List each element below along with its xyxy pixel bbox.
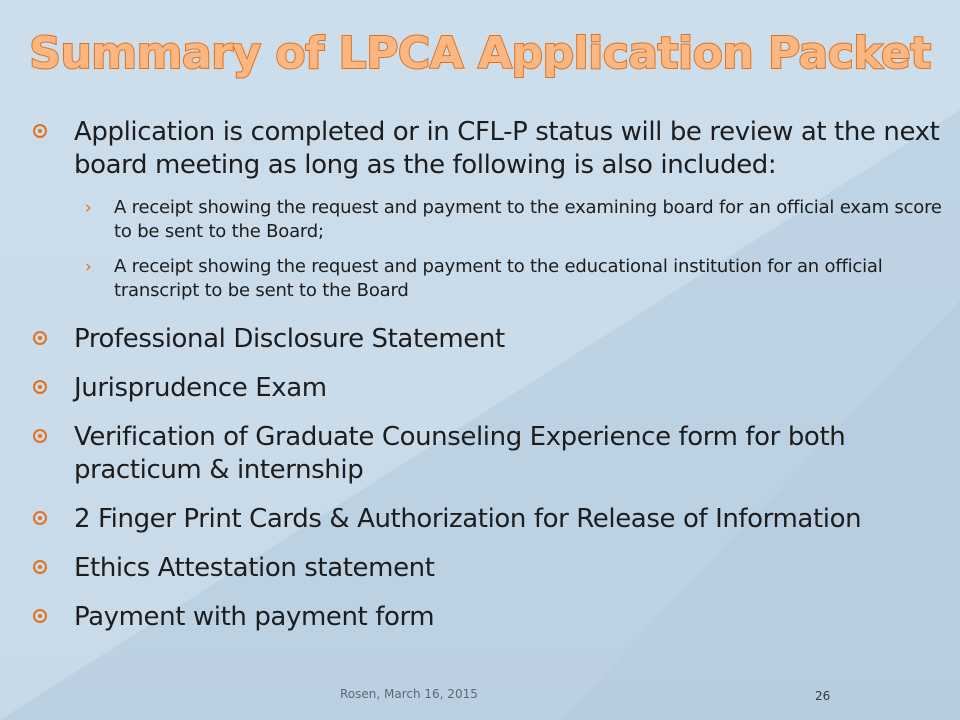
bullet-text: Payment with payment form xyxy=(74,602,435,632)
circle-dot-icon xyxy=(33,429,47,443)
bullet-text: Application is completed or in CFL-P status will be review at the next board meeting as long as the following is also included: xyxy=(74,117,940,180)
bullet-text: Jurisprudence Exam xyxy=(74,373,327,403)
subbullet-transcript xyxy=(28,255,943,303)
subbullet-exam-score xyxy=(28,196,943,244)
footer-text: Rosen, March 16, 2015 xyxy=(340,687,478,701)
bullet-fingerprint xyxy=(28,503,943,536)
circle-dot-icon xyxy=(33,560,47,574)
circle-dot-icon xyxy=(33,124,47,138)
bullet-verification xyxy=(28,421,943,487)
chevron-right-icon: › xyxy=(85,198,92,218)
bullet-text: Ethics Attestation statement xyxy=(74,553,435,583)
circle-dot-icon xyxy=(33,609,47,623)
page-number: 26 xyxy=(815,689,831,703)
bullet-jurisprudence xyxy=(28,372,943,405)
circle-dot-icon xyxy=(33,511,47,525)
circle-dot-icon xyxy=(33,331,47,345)
slide-title: Summary of LPCA Application Packet xyxy=(29,28,931,79)
subbullet-text: A receipt showing the request and payment to the examining board for an official exam score to be sent to the Board; xyxy=(114,197,942,242)
bullet-list xyxy=(28,116,943,650)
chevron-right-icon: › xyxy=(85,257,92,277)
subbullet-text: A receipt showing the request and payment to the educational institution for an official transcript to be sent to the Board xyxy=(114,256,883,301)
bullet-application xyxy=(28,116,943,182)
bullet-text: 2 Finger Print Cards & Authorization for Release of Information xyxy=(74,504,862,534)
bullet-disclosure xyxy=(28,323,943,356)
bullet-text: Professional Disclosure Statement xyxy=(74,324,505,354)
circle-dot-icon xyxy=(33,380,47,394)
bullet-text: Verification of Graduate Counseling Experience form for both practicum & internship xyxy=(74,422,846,485)
bullet-payment xyxy=(28,601,943,634)
bullet-ethics xyxy=(28,552,943,585)
